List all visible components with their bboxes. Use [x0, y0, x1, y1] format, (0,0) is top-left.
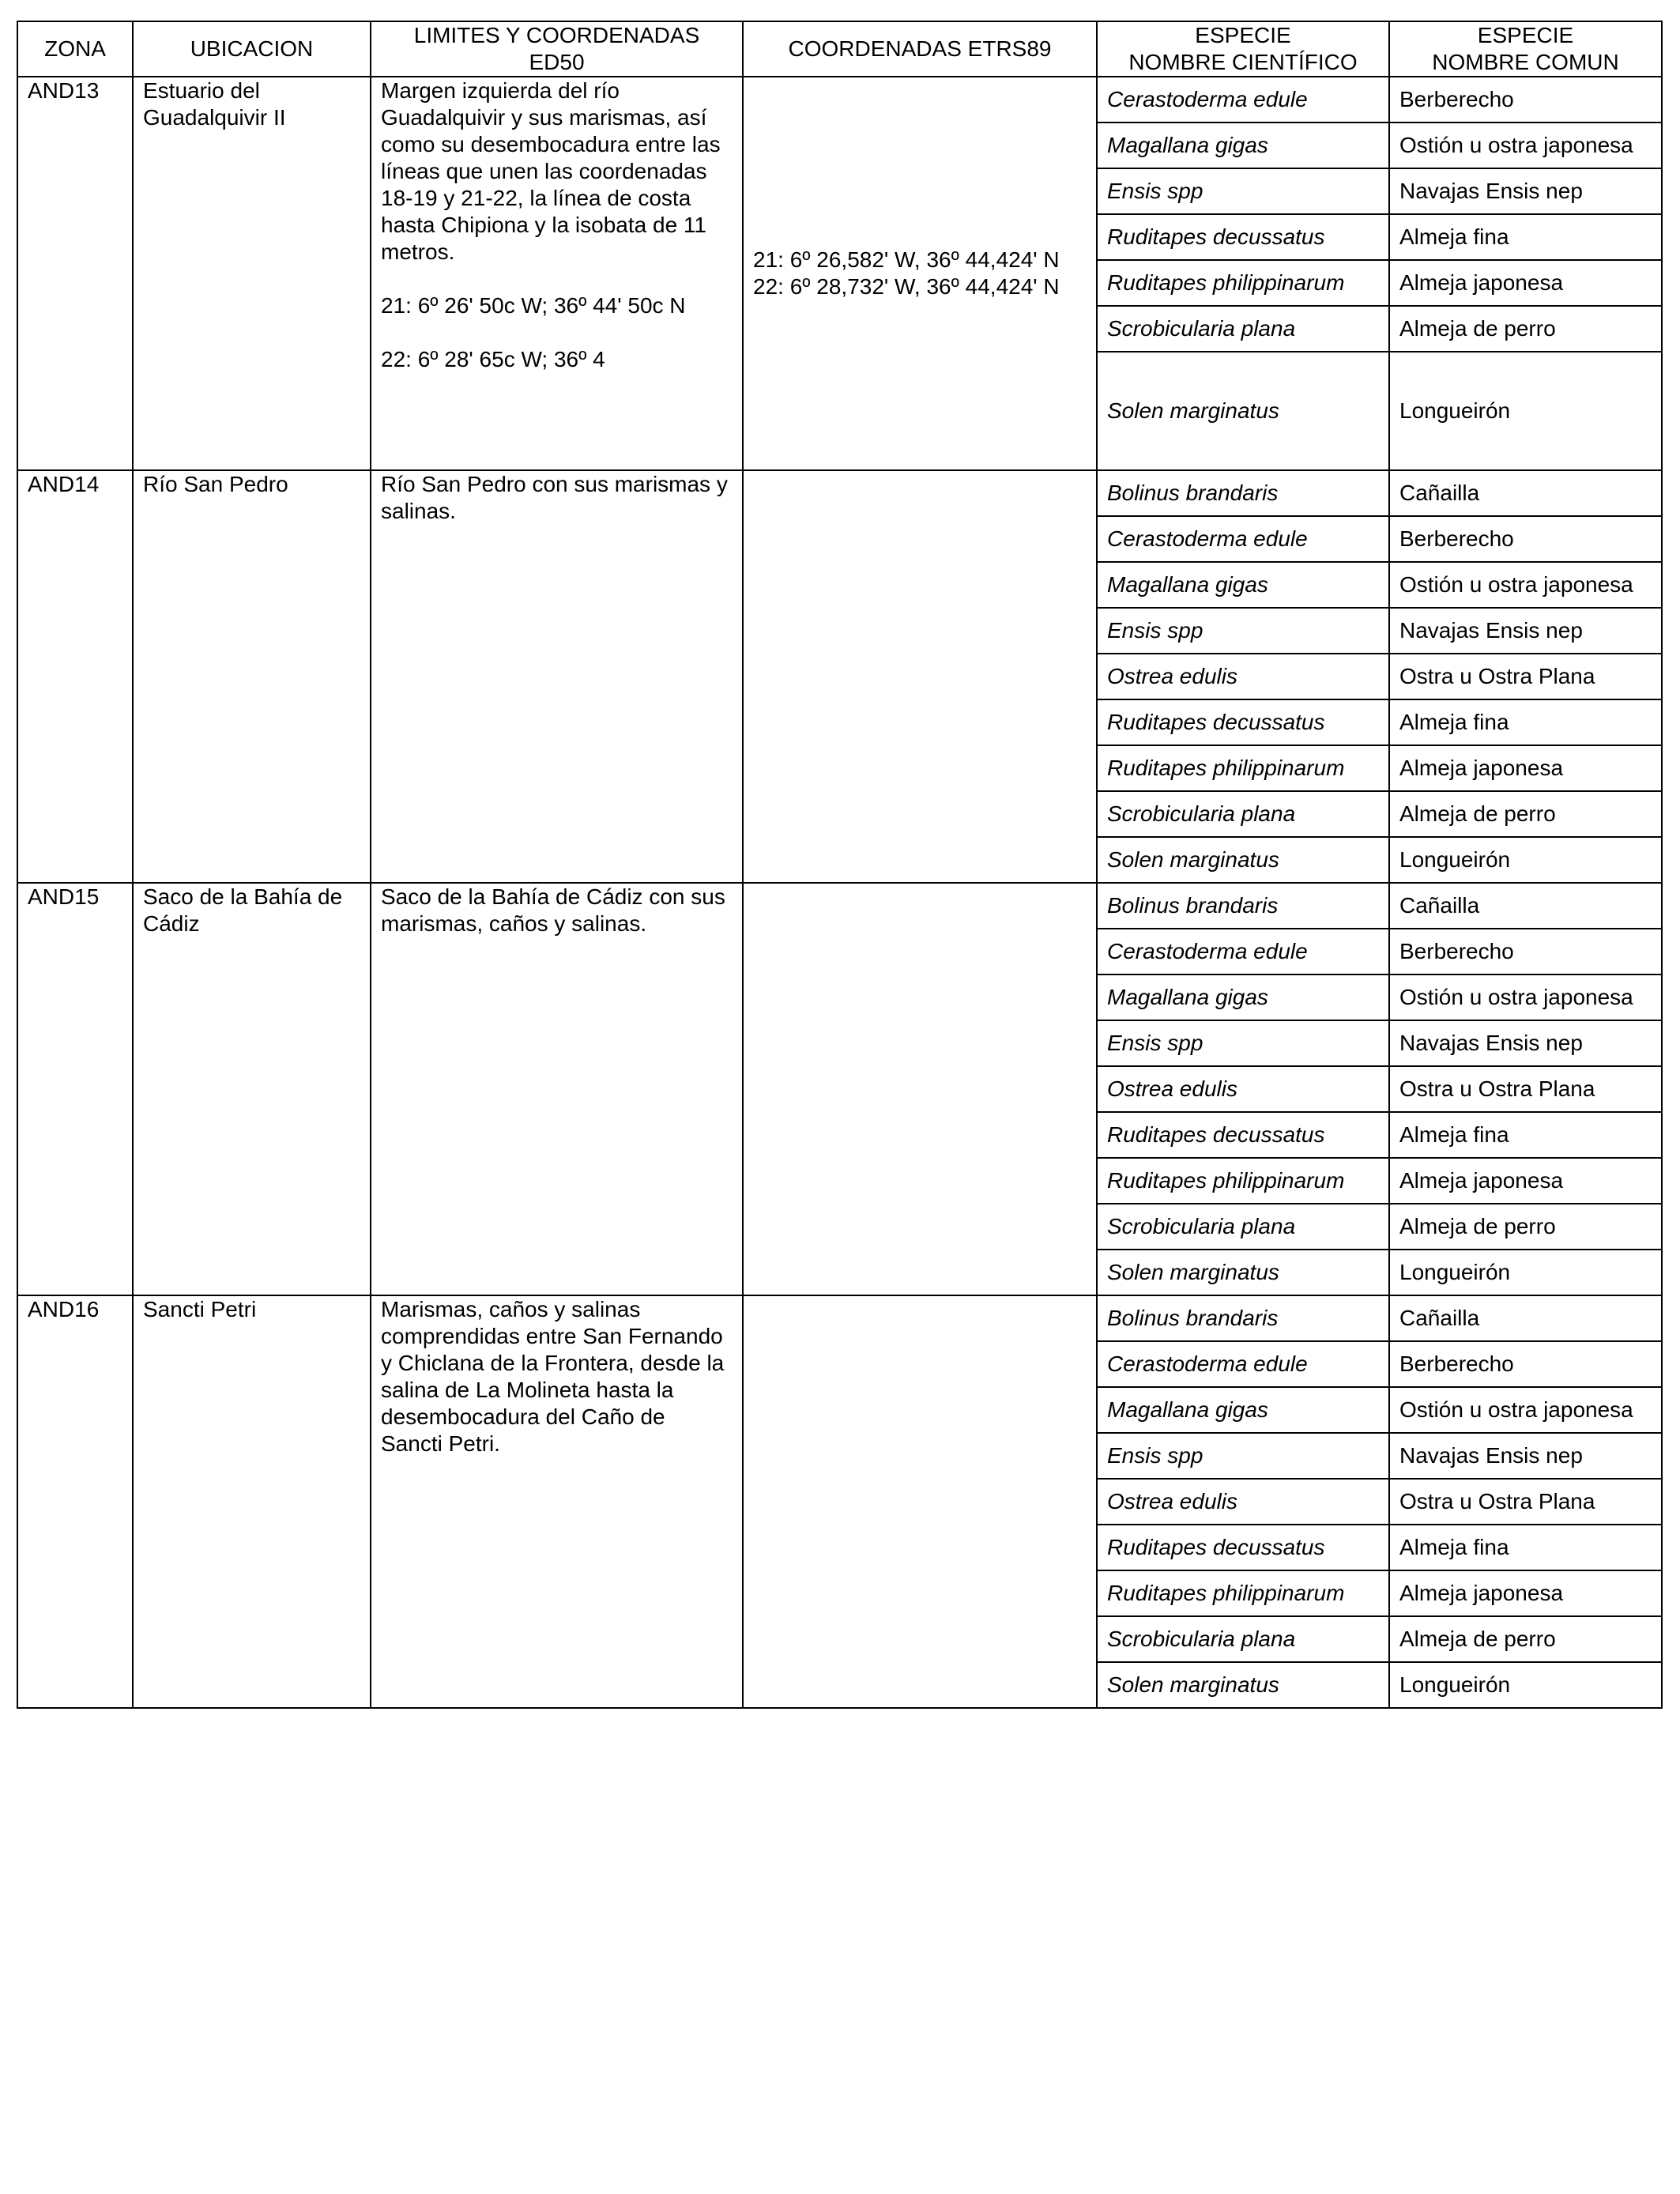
- species-common-name: Almeja fina: [1389, 1112, 1662, 1158]
- species-scientific-name: Magallana gigas: [1097, 1387, 1389, 1433]
- zona-cell: AND15: [17, 883, 133, 1295]
- etrs89-cell: [743, 883, 1097, 1295]
- species-scientific-name: Ruditapes decussatus: [1097, 699, 1389, 745]
- species-scientific-name: Magallana gigas: [1097, 562, 1389, 608]
- species-scientific-name: Solen marginatus: [1097, 1662, 1389, 1708]
- etrs89-coordinate-1: 21: 6º 26,582' W, 36º 44,424' N: [753, 247, 1060, 272]
- header-especie-comun: [1389, 21, 1662, 77]
- limites-spacer: [381, 319, 733, 346]
- limites-coordinate-2: 22: 6º 28' 65c W; 36º 4: [381, 347, 605, 371]
- table-body: [17, 77, 1662, 1708]
- species-common-name: Longueirón: [1389, 352, 1662, 470]
- species-common-name: Almeja de perro: [1389, 1204, 1662, 1250]
- header-especie-line1: ESPECIE: [1195, 23, 1291, 47]
- species-scientific-name: Bolinus brandaris: [1097, 470, 1389, 516]
- table-row: [17, 470, 1662, 516]
- header-zona: ZONA: [17, 21, 133, 77]
- species-common-name: Longueirón: [1389, 1662, 1662, 1708]
- header-nombre-comun: NOMBRE COMUN: [1432, 50, 1619, 74]
- species-common-name: Ostión u ostra japonesa: [1389, 562, 1662, 608]
- limites-text: Río San Pedro con sus marismas y salinas.: [381, 472, 728, 523]
- header-coordenadas: COORDENADAS ETRS89: [743, 21, 1097, 77]
- zona-cell: AND13: [17, 77, 133, 470]
- table-row: [17, 77, 1662, 123]
- species-common-name: Almeja fina: [1389, 214, 1662, 260]
- limites-text: Marismas, caños y salinas comprendidas entre San Fernando y Chiclana de la Frontera, desde la salina de La Molineta hasta la desembocadura del Caño de Sancti Petri.: [381, 1297, 725, 1456]
- species-common-name: Berberecho: [1389, 929, 1662, 974]
- species-scientific-name: Bolinus brandaris: [1097, 883, 1389, 929]
- species-common-name: Ostra u Ostra Plana: [1389, 1479, 1662, 1525]
- etrs89-cell: [743, 77, 1097, 470]
- limites-spacer: [381, 266, 733, 292]
- species-common-name: Almeja japonesa: [1389, 1158, 1662, 1204]
- species-common-name: Almeja japonesa: [1389, 745, 1662, 791]
- species-scientific-name: Ensis spp: [1097, 1433, 1389, 1479]
- species-common-name: Ostión u ostra japonesa: [1389, 1387, 1662, 1433]
- species-common-name: Cañailla: [1389, 470, 1662, 516]
- species-scientific-name: Ensis spp: [1097, 168, 1389, 214]
- species-common-name: Almeja fina: [1389, 699, 1662, 745]
- species-scientific-name: Solen marginatus: [1097, 837, 1389, 883]
- species-common-name: Ostión u ostra japonesa: [1389, 974, 1662, 1020]
- species-common-name: Almeja de perro: [1389, 791, 1662, 837]
- table-header-row: [17, 21, 1662, 77]
- species-scientific-name: Ruditapes philippinarum: [1097, 260, 1389, 306]
- species-common-name: Berberecho: [1389, 516, 1662, 562]
- limites-coordinate-1: 21: 6º 26' 50c W; 36º 44' 50c N: [381, 293, 686, 318]
- species-common-name: Ostión u ostra japonesa: [1389, 123, 1662, 168]
- species-scientific-name: Scrobicularia plana: [1097, 306, 1389, 352]
- species-scientific-name: Ruditapes decussatus: [1097, 1112, 1389, 1158]
- species-common-name: Ostra u Ostra Plana: [1389, 1066, 1662, 1112]
- species-scientific-name: Cerastoderma edule: [1097, 1341, 1389, 1387]
- header-especie-cientifico: [1097, 21, 1389, 77]
- species-scientific-name: Ostrea edulis: [1097, 1066, 1389, 1112]
- limites-cell: [371, 470, 743, 883]
- species-scientific-name: Magallana gigas: [1097, 123, 1389, 168]
- ubicacion-cell: Saco de la Bahía de Cádiz: [133, 883, 371, 1295]
- zona-cell: AND16: [17, 1295, 133, 1708]
- species-scientific-name: Ruditapes decussatus: [1097, 214, 1389, 260]
- species-common-name: Navajas Ensis nep: [1389, 168, 1662, 214]
- species-scientific-name: Ruditapes philippinarum: [1097, 1570, 1389, 1616]
- header-limites-line1: LIMITES Y COORDENADAS: [413, 23, 700, 47]
- species-scientific-name: Scrobicularia plana: [1097, 1616, 1389, 1662]
- etrs89-cell: [743, 470, 1097, 883]
- header-ubicacion: UBICACION: [133, 21, 371, 77]
- table-row: [17, 883, 1662, 929]
- species-scientific-name: Ruditapes philippinarum: [1097, 1158, 1389, 1204]
- limites-text: Saco de la Bahía de Cádiz con sus marismas, caños y salinas.: [381, 884, 725, 936]
- species-scientific-name: Cerastoderma edule: [1097, 77, 1389, 123]
- species-scientific-name: Scrobicularia plana: [1097, 791, 1389, 837]
- header-nombre-cientifico: NOMBRE CIENTÍFICO: [1128, 50, 1358, 74]
- species-common-name: Cañailla: [1389, 1295, 1662, 1341]
- limites-cell: [371, 1295, 743, 1708]
- species-common-name: Almeja japonesa: [1389, 1570, 1662, 1616]
- species-common-name: Berberecho: [1389, 77, 1662, 123]
- species-scientific-name: Ensis spp: [1097, 608, 1389, 654]
- zones-table: [17, 21, 1663, 1709]
- ubicacion-cell: Río San Pedro: [133, 470, 371, 883]
- limites-text: Margen izquierda del río Guadalquivir y sus marismas, así como su desembocadura entre las líneas que unen las coordenadas 18-19 y 21-22, la línea de costa hasta Chipiona y la isobata de 11 metros.: [381, 78, 721, 264]
- species-scientific-name: Ensis spp: [1097, 1020, 1389, 1066]
- species-common-name: Longueirón: [1389, 1250, 1662, 1295]
- species-common-name: Almeja de perro: [1389, 306, 1662, 352]
- species-common-name: Almeja japonesa: [1389, 260, 1662, 306]
- species-common-name: Longueirón: [1389, 837, 1662, 883]
- etrs89-cell: [743, 1295, 1097, 1708]
- species-common-name: Navajas Ensis nep: [1389, 608, 1662, 654]
- header-limites-line2: ED50: [529, 50, 585, 74]
- species-scientific-name: Cerastoderma edule: [1097, 929, 1389, 974]
- species-scientific-name: Ostrea edulis: [1097, 654, 1389, 699]
- species-common-name: Almeja fina: [1389, 1525, 1662, 1570]
- species-common-name: Berberecho: [1389, 1341, 1662, 1387]
- species-common-name: Ostra u Ostra Plana: [1389, 654, 1662, 699]
- ubicacion-cell: Estuario del Guadalquivir II: [133, 77, 371, 470]
- species-scientific-name: Solen marginatus: [1097, 1250, 1389, 1295]
- species-scientific-name: Scrobicularia plana: [1097, 1204, 1389, 1250]
- species-scientific-name: Bolinus brandaris: [1097, 1295, 1389, 1341]
- species-common-name: Navajas Ensis nep: [1389, 1020, 1662, 1066]
- limites-cell: [371, 883, 743, 1295]
- limites-cell: [371, 77, 743, 470]
- species-scientific-name: Ostrea edulis: [1097, 1479, 1389, 1525]
- species-common-name: Cañailla: [1389, 883, 1662, 929]
- species-common-name: Almeja de perro: [1389, 1616, 1662, 1662]
- zona-cell: AND14: [17, 470, 133, 883]
- species-scientific-name: Cerastoderma edule: [1097, 516, 1389, 562]
- ubicacion-cell: Sancti Petri: [133, 1295, 371, 1708]
- etrs89-coordinate-2: 22: 6º 28,732' W, 36º 44,424' N: [753, 274, 1060, 299]
- species-scientific-name: Ruditapes decussatus: [1097, 1525, 1389, 1570]
- species-scientific-name: Ruditapes philippinarum: [1097, 745, 1389, 791]
- header-especie-line1b: ESPECIE: [1477, 23, 1574, 47]
- species-scientific-name: Magallana gigas: [1097, 974, 1389, 1020]
- table-row: [17, 1295, 1662, 1341]
- species-common-name: Navajas Ensis nep: [1389, 1433, 1662, 1479]
- header-limites: [371, 21, 743, 77]
- species-scientific-name: Solen marginatus: [1097, 352, 1389, 470]
